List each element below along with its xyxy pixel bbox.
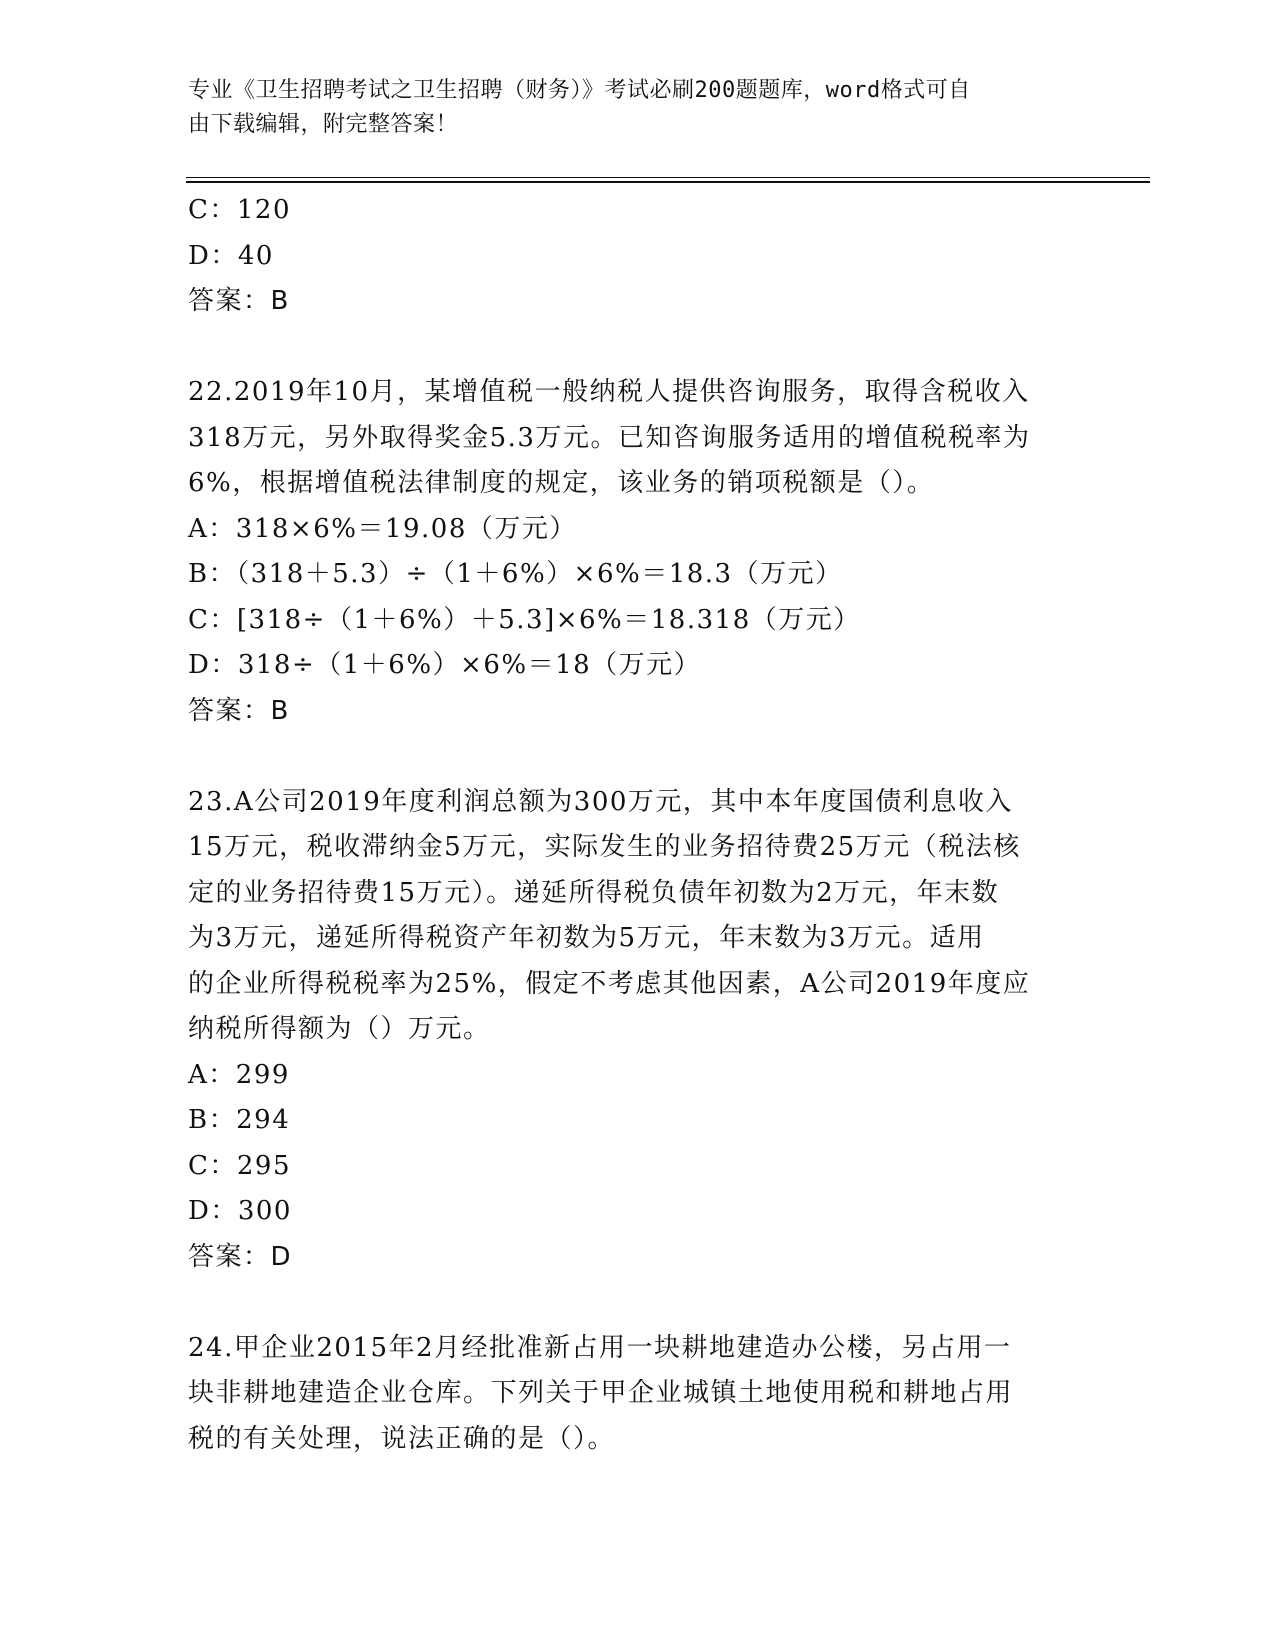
document-body (188, 188, 1088, 1462)
q22-stem-line: 318万元，另外取得奖金5.3万元。已知咨询服务适用的增值税税率为 (188, 422, 1031, 453)
q24-stem-line: 税的有关处理，说法正确的是（）。 (188, 1423, 616, 1454)
q24-stem-line: 块非耕地建造企业仓库。下列关于甲企业城镇土地使用税和耕地占用 (188, 1378, 1014, 1408)
q23-option-a: A：299 (188, 1059, 290, 1090)
q23-stem-line: 15万元，税收滞纳金5万元，实际发生的业务招待费25万元（税法核 (188, 832, 1021, 862)
q23-option-b: B：294 (188, 1105, 291, 1135)
document-header (188, 74, 1068, 142)
header-rule-thin (186, 177, 1150, 178)
q22-stem-line: 6%，根据增值税法律制度的规定，该业务的销项税额是（）。 (188, 468, 935, 498)
q23-stem-line: 定的业务招待费15万元）。递延所得税负债年初数为2万元，年末数 (188, 877, 1000, 908)
q22-option-b: B：（318＋5.3）÷（1＋6%）×6%＝18.3（万元） (188, 559, 843, 589)
question-24 (188, 1326, 1088, 1463)
q23-stem-line: 的企业所得税税率为25%，假定不考虑其他因素，A公司2019年度应 (188, 968, 1031, 999)
spacer (188, 1280, 1088, 1326)
q23-option-c: C：295 (188, 1150, 292, 1181)
q23-option-d: D：300 (188, 1196, 292, 1226)
question-23 (188, 780, 1088, 1281)
q22-option-d: D：318÷（1＋6%）×6%＝18（万元） (188, 650, 702, 680)
q21-option-c: C：120 (188, 195, 292, 225)
header-line-1: 专业《卫生招聘考试之卫生招聘（财务）》考试必刷200题题库，word格式可自 (188, 78, 971, 103)
question-22 (188, 370, 1088, 734)
q22-answer: 答案：B (188, 695, 290, 726)
question-21-fragment (188, 188, 1088, 325)
q21-answer: 答案：B (188, 286, 290, 316)
header-rule-thick (186, 181, 1150, 183)
q21-option-d: D：40 (188, 240, 274, 271)
q22-stem-line: 22.2019年10月，某增值税一般纳税人提供咨询服务，取得含税收入 (188, 377, 1030, 407)
q23-answer: 答案：D (188, 1241, 293, 1272)
q22-option-c: C：[318÷（1＋6%）＋5.3]×6%＝18.318（万元） (188, 604, 861, 635)
q23-stem-line: 纳税所得额为（）万元。 (188, 1014, 491, 1044)
q24-stem-line: 24.甲企业2015年2月经批准新占用一块耕地建造办公楼，另占用一 (188, 1332, 1012, 1363)
spacer (188, 325, 1088, 371)
q23-stem-line: 为3万元，递延所得税资产年初数为5万元，年末数为3万元。适用 (188, 923, 985, 953)
spacer (188, 734, 1088, 780)
header-line-2: 由下载编辑，附完整答案！ (188, 112, 459, 137)
q23-stem-line: 23.A公司2019年度利润总额为300万元，其中本年度国债利息收入 (188, 786, 1013, 817)
q22-option-a: A：318×6%＝19.08（万元） (188, 513, 577, 544)
